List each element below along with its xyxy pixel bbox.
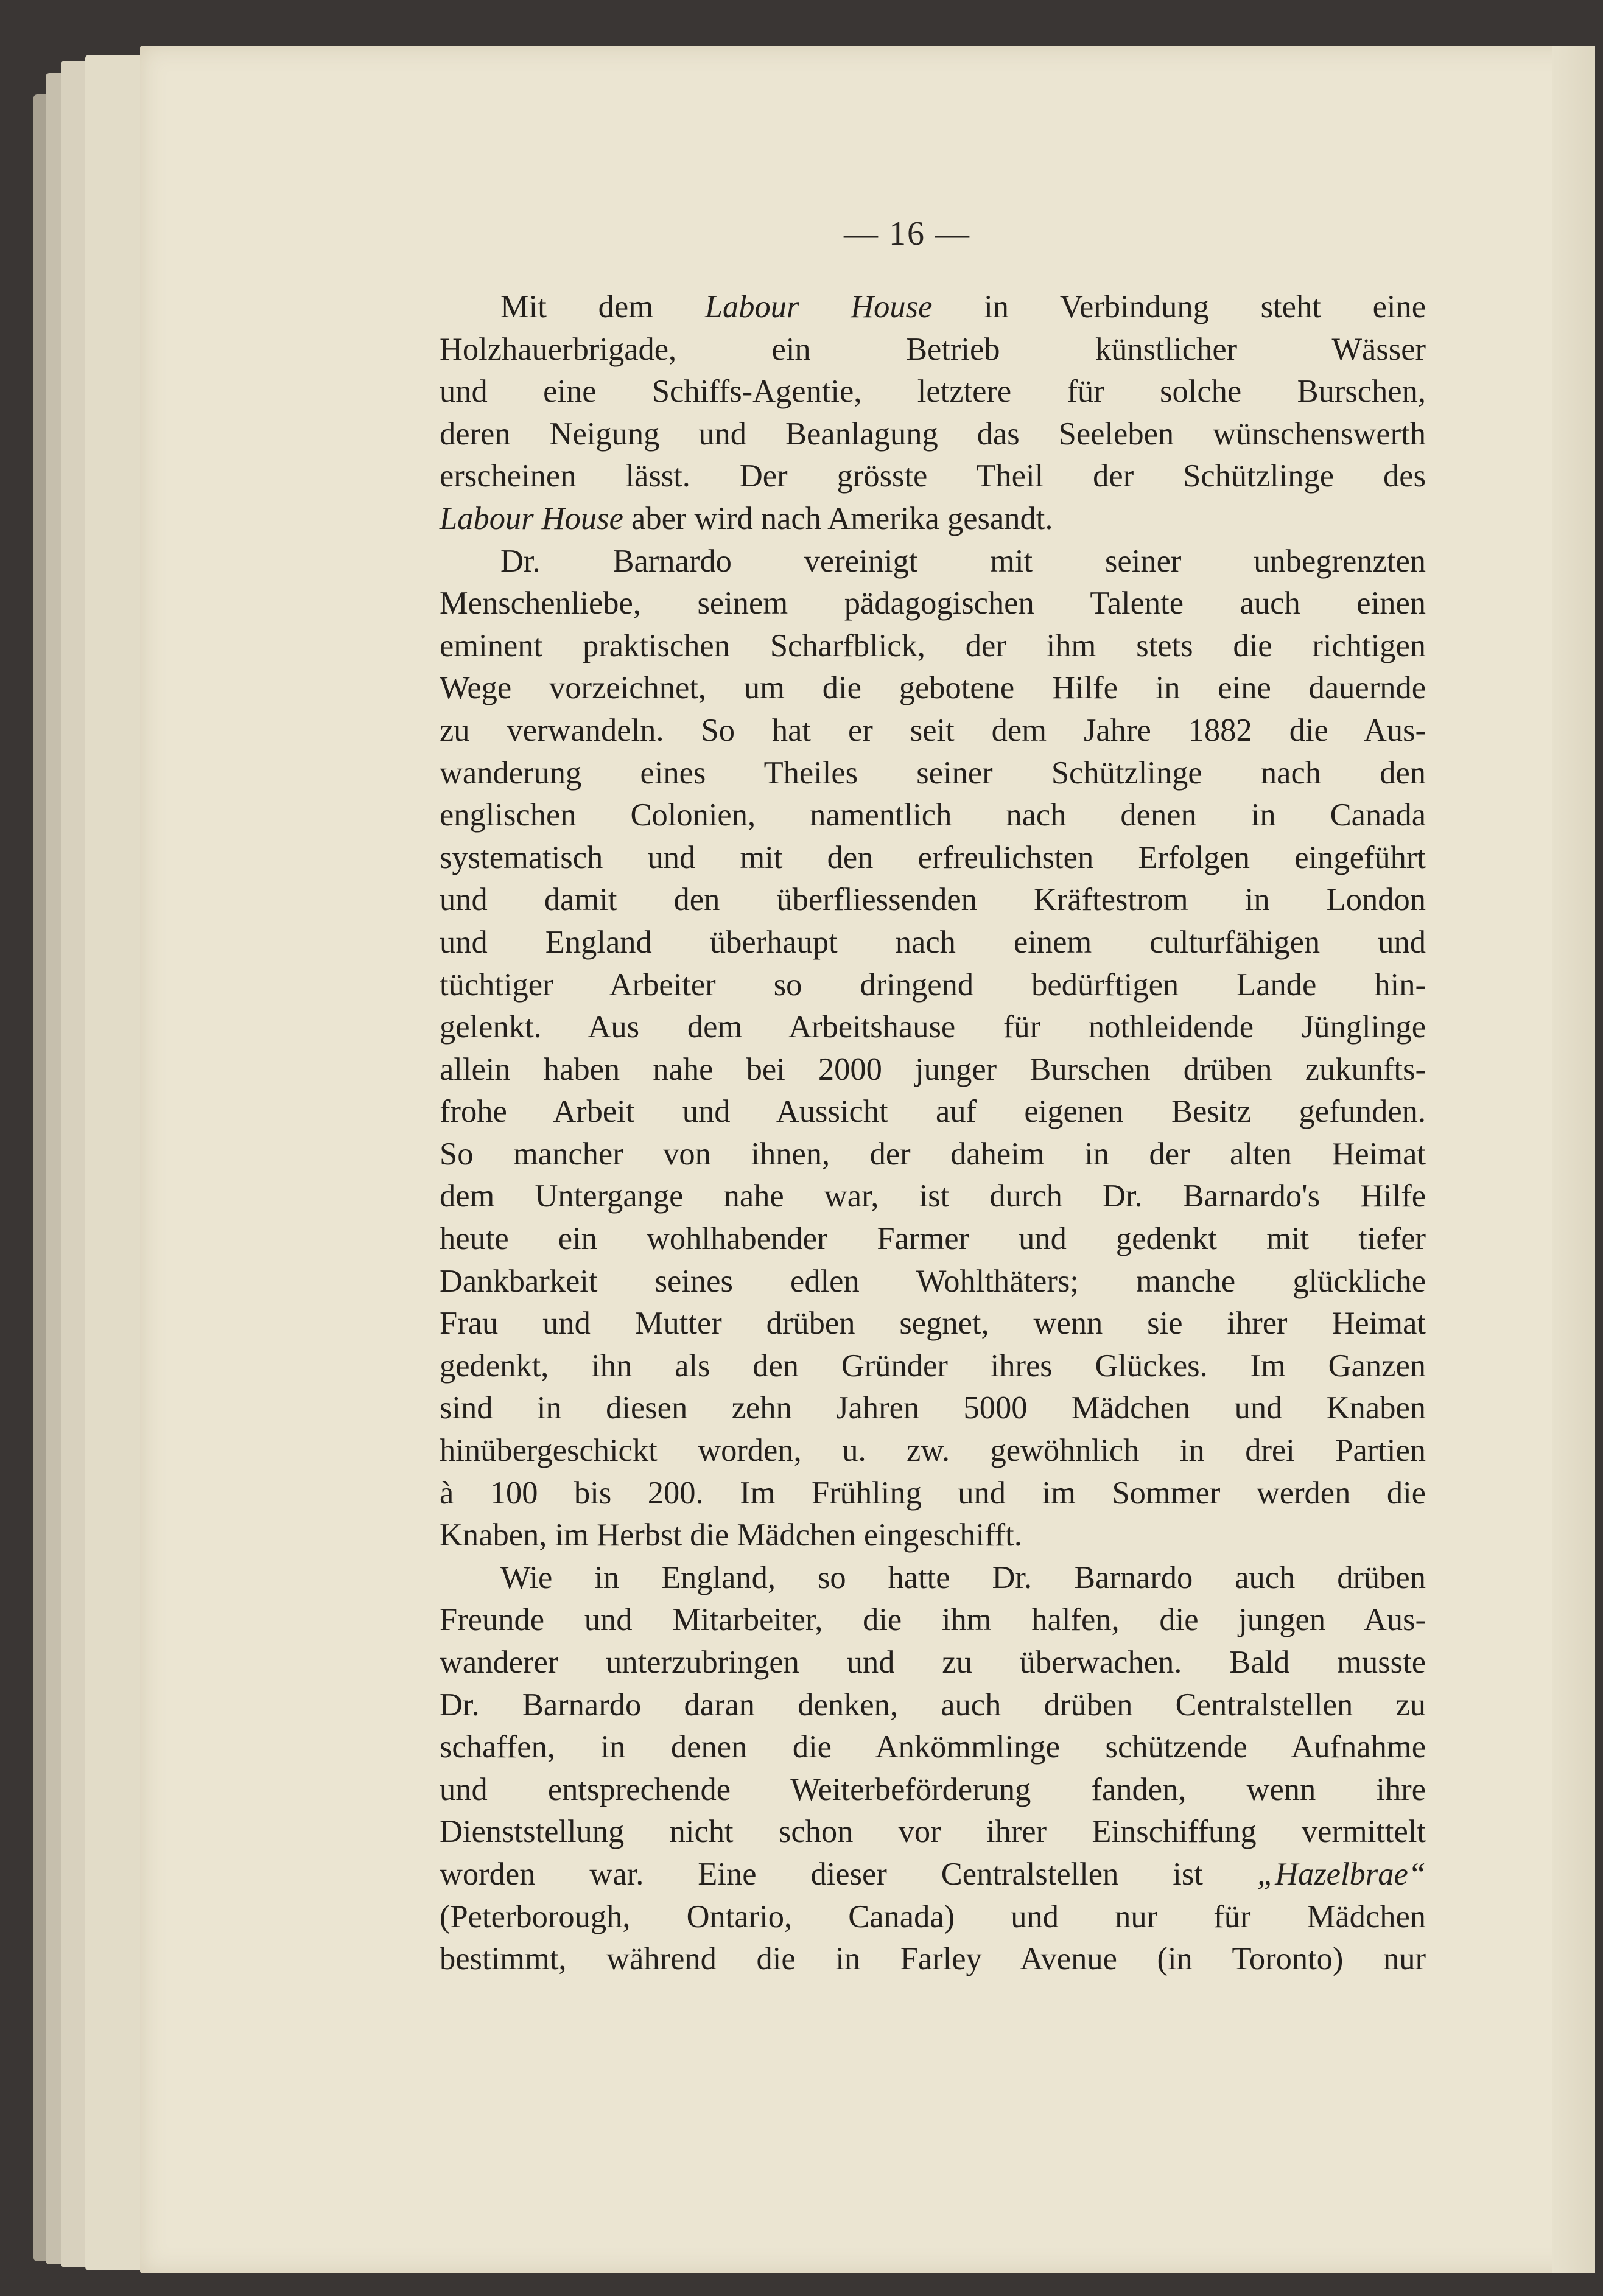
text-line: schaffen, in denen die Ankömmlinge schützende Aufnahme: [440, 1729, 1426, 1765]
text-line: erscheinen lässt. Der grösste Theil der Schützlinge des: [440, 458, 1426, 494]
text-line: Knaben, im Herbst die Mädchen eingeschifft.: [440, 1517, 1022, 1553]
text-line: (Peterborough, Ontario, Canada) und nur für Mädchen: [440, 1899, 1426, 1934]
paragraph: [440, 1557, 1426, 1981]
text-line: Wege vorzeichnet, um die gebotene Hilfe in eine dauernde: [440, 670, 1426, 706]
text-line: Dienststellung nicht schon vor ihrer Einschiffung vermittelt: [440, 1814, 1426, 1850]
text-line: heute ein wohlhabender Farmer und gedenkt mit tiefer: [440, 1221, 1426, 1257]
text-line: zu verwandeln. So hat er seit dem Jahre 1882 die Aus-: [440, 712, 1426, 748]
text-line: Dankbarkeit seines edlen Wohlthäters; manche glückliche: [440, 1263, 1426, 1299]
text-line: systematisch und mit den erfreulichsten Erfolgen eingeführt: [440, 839, 1426, 875]
body-text: [440, 286, 1426, 1981]
text-line: englischen Colonien, namentlich nach denen in Canada: [440, 797, 1426, 833]
text-line: Frau und Mutter drüben segnet, wenn sie ihrer Heimat: [440, 1306, 1426, 1342]
text-line: Menschenliebe, seinem pädagogischen Talente auch einen: [440, 586, 1426, 621]
italic-term: Labour House: [704, 289, 933, 324]
text-line: wanderung eines Theiles seiner Schützlinge nach den: [440, 755, 1426, 791]
text-line: Wie in England, so hatte Dr. Barnardo auch drüben: [500, 1559, 1426, 1595]
italic-term: Labour House: [440, 500, 623, 536]
text-line: gelenkt. Aus dem Arbeitshause für nothleidende Jünglinge: [440, 1009, 1426, 1045]
text-line: sind in diesen zehn Jahren 5000 Mädchen und Knaben: [440, 1390, 1426, 1426]
text-line: frohe Arbeit und Aussicht auf eigenen Besitz gefunden.: [440, 1094, 1426, 1130]
text-line: Freunde und Mitarbeiter, die ihm halfen, die jungen Aus-: [440, 1602, 1426, 1638]
text-line: bestimmt, während die in Farley Avenue (in Toronto) nur: [440, 1941, 1426, 1977]
page-gutter: [1552, 46, 1595, 2273]
page-number: — 16 —: [844, 215, 970, 253]
text-line: dem Untergange nahe war, ist durch Dr. Barnardo's Hilfe: [440, 1178, 1426, 1214]
text-line: eminent praktischen Scharfblick, der ihm stets die richtigen: [440, 628, 1426, 663]
text-line: Dr. Barnardo daran denken, auch drüben Centralstellen zu: [440, 1687, 1426, 1723]
italic-term: „Hazelbrae“: [1257, 1856, 1426, 1892]
text-line: Mit dem Labour House in Verbindung steht eine: [500, 289, 1426, 324]
text-line: à 100 bis 200. Im Frühling und im Sommer werden die: [440, 1475, 1426, 1511]
text-line: tüchtiger Arbeiter so dringend bedürftigen Lande hin-: [440, 967, 1426, 1003]
text-line: Labour House aber wird nach Amerika gesandt.: [440, 500, 1053, 536]
text-line: und entsprechende Weiterbeförderung fanden, wenn ihre: [440, 1771, 1426, 1807]
text-line: deren Neigung und Beanlagung das Seeleben wünschenswerth: [440, 416, 1426, 452]
text-line: Holzhauerbrigade, ein Betrieb künstlicher Wässer: [440, 331, 1426, 367]
text-line: und damit den überfliessenden Kräftestrom in London: [440, 882, 1426, 918]
text-line: hinübergeschickt worden, u. zw. gewöhnlich in drei Partien: [440, 1433, 1426, 1469]
text-line: Dr. Barnardo vereinigt mit seiner unbegrenzten: [500, 543, 1426, 579]
text-line: und England überhaupt nach einem culturfähigen und: [440, 924, 1426, 960]
text-line: und eine Schiffs-Agentie, letztere für solche Burschen,: [440, 374, 1426, 410]
text-line: wanderer unterzubringen und zu überwachen. Bald musste: [440, 1645, 1426, 1680]
text-line: gedenkt, ihn als den Gründer ihres Glückes. Im Ganzen: [440, 1348, 1426, 1384]
paragraph: [440, 541, 1426, 1557]
text-line: worden war. Eine dieser Centralstellen ist „Hazelbrae“: [440, 1856, 1426, 1892]
text-line: allein haben nahe bei 2000 junger Burschen drüben zukunfts-: [440, 1051, 1426, 1087]
text-line: So mancher von ihnen, der daheim in der alten Heimat: [440, 1136, 1426, 1172]
paragraph: [440, 286, 1426, 541]
